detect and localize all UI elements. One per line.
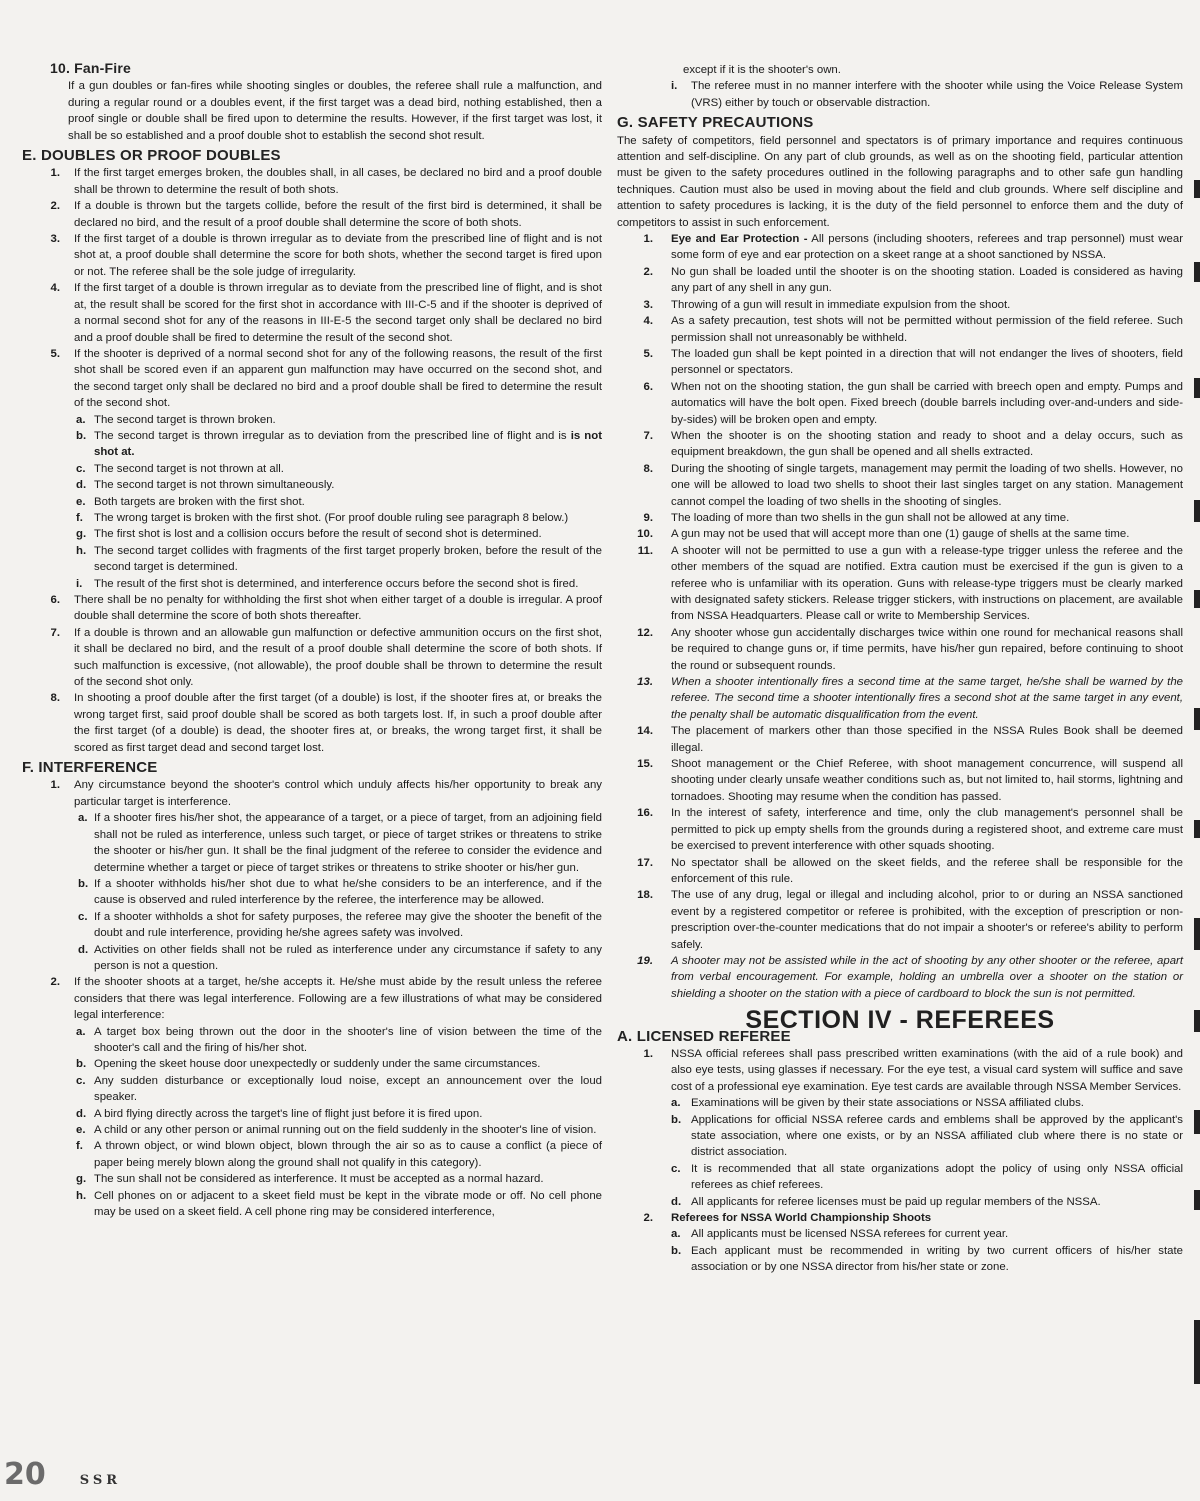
edge-mark — [1194, 1110, 1200, 1134]
g-item-1: 1. Eye and Ear Protection - All persons (including shooters, referees and trap personnel) must wear some form of eye and ear protection on a skeet range at a shoot sanctioned by NSSA. — [643, 233, 1183, 262]
licensed-referee-heading: A. LICENSED REFEREE — [617, 1027, 791, 1045]
sub-list-item: g. The first shot is lost and a collision occurs before the result of second shot is determined. — [76, 528, 542, 541]
list-item: 16. In the interest of safety, interference and time, only the club management's personnel shall be permitted to pick up empty shells from the grounds during a registered shoot, and extreme care must be exercised to prevent interference with other squads shooting. — [637, 807, 1183, 853]
sub-list-item: c. The second target is not thrown at all. — [76, 462, 284, 475]
list-item: 4. As a safety precaution, test shots will not be permitted without permission of the field referee. Such permission shall not unreasonably be withheld. — [643, 315, 1183, 344]
continued-text: except if it is the shooter's own. — [683, 64, 841, 76]
sub-list-item: h. The second target collides with fragments of the first target properly broken, before the result of the second target is determined. — [76, 544, 602, 574]
list-item: 18. The use of any drug, legal or illegal and including alcohol, prior to or during an NSSA sanctioned event by a registered competitor or referee is prohibited, with the exception of prescription or non-prescription over-the-counter medications that do not impair a shooter's or referee's ability to perform safely. — [637, 889, 1183, 951]
sub-list-item: a. If a shooter fires his/her shot, the appearance of a target, or a piece of target, from an adjoining field shall not be ruled as interference, unless such target, or piece of target strikes or threatens to strike the shooter or his/her gun. It shall be the final judgment of the referee to consider the evidence and determine whether a target or piece of target strikes or threatens to strike shooter or his/her gun. — [78, 812, 602, 874]
f-sub-i: i. The referee must in no manner interfere with the shooter while using the Voice Release System (VRS) either by touch or observable distraction. — [671, 80, 1183, 109]
sub-list-item: b. Each applicant must be recommended in writing by two current officers of his/her state association or by one NSSA director from his/her state or zone. — [671, 1244, 1183, 1274]
sub-list-item: h. Cell phones on or adjacent to a skeet field must be kept in the vibrate mode or off. No cell phone may be used on a skeet field. A cell phone ring may be considered interference, — [76, 1189, 602, 1219]
a-item-1: 1. NSSA official referees shall pass prescribed written examinations (with the aid of a rule book) and also eye tests, using glasses if necessary. For the eye test, a visual card system will suffice and save cost of a professional eye examination. Eye test cards are available through NSSA Member Services. — [643, 1047, 1183, 1093]
sub-list-item: e. A child or any other person or animal running out on the field suddenly in the shooter's line of vision. — [76, 1124, 597, 1136]
section-e-item5-subs — [22, 412, 602, 592]
list-item: 2. If a double is thrown but the targets collide, before the result of the first bird is determined, it shall be declared no bird, and the result of a proof double shall determine the score of both shots. — [50, 200, 602, 229]
sub-list-item: a. A target box being thrown out the door in the shooter's line of vision between the time of the shooter's call and the firing of his/her shot. — [76, 1025, 602, 1054]
sub-list-item: d. A bird flying directly across the target's line of flight just before it is fired upon. — [76, 1107, 483, 1120]
sub-list-item: i. The result of the first shot is determined, and interference occurs before the second shot is fired. — [76, 577, 579, 590]
section-iv-title: SECTION IV - REFEREES — [745, 1006, 1055, 1035]
edge-mark — [1194, 918, 1200, 950]
edge-mark — [1194, 500, 1200, 522]
publication-mark: SSR — [79, 1473, 122, 1488]
list-item: 19. A shooter may not be assisted while in the act of shooting by any other shooter or the referee, apart from verbal encouragement. For example, holding an umbrella over a shooter on the station or shielding a shooter on the station with a piece of cardboard to block the sun is not permitted. — [637, 954, 1183, 1000]
list-item: 15. Shoot management or the Chief Referee, with shoot management concurrence, will suspend all shooting under clearly unsafe weather conditions such as, but not limited to, hail storms, lightning and tornadoes. Shooting may resume when the condition has passed. — [637, 758, 1183, 803]
list-item: 2. No gun shall be loaded until the shooter is on the shooting station. Loaded is considered as having any part of any shell in any gun. — [643, 265, 1183, 295]
a-item-2: 2. Referees for NSSA World Championship Shoots — [643, 1212, 932, 1225]
sub-list-item: d. The second target is not thrown simultaneously. — [76, 479, 335, 492]
list-item: 1. If the first target emerges broken, the doubles shall, in all cases, be declared no bird and a proof double shall be thrown to determine the result of both shots. — [50, 167, 602, 196]
page-number: 20 — [4, 1457, 46, 1492]
sub-list-item: f. A thrown object, or wind blown object, blown through the air so as to cause a conflict (a piece of paper being merely blown along the ground shall not qualify in this category). — [76, 1140, 602, 1169]
list-item: 9. The loading of more than two shells in the gun shall not be allowed at any time. — [643, 511, 1070, 524]
sub-list-item: d. Activities on other fields shall not be ruled as interference under any circumstance if safety to any person is not a question. — [78, 943, 602, 972]
sub-list-item: a. The second target is thrown broken. — [76, 413, 276, 426]
sub-list-item: g. The sun shall not be considered as interference. It must be accepted as a normal hazard. — [76, 1173, 544, 1186]
edge-mark — [1194, 820, 1200, 838]
list-item: 11. A shooter will not be permitted to use a gun with a release-type trigger unless the referee and the other members of the squad are notified. Extra caution must be exercised if the gun is given to a referee who is unfamiliar with its operation. Guns with release-type triggers must be clearly marked with designated safety stickers. Release trigger stickers, with instructions on placement, are available from NSSA Headquarters. Please call or write to Membership Services. — [637, 544, 1183, 623]
edge-mark — [1194, 262, 1200, 282]
fanfire-text: If a gun doubles or fan-fires while shooting singles or doubles, the referee shall rule a malfunction, and during a regular round or a doubles event, if the first target was a dead bird, nothing established, then a proof single or double shall be fired upon to determine the results. However, if the first target was lost, it shall be so established and a proof double shot to establish the second shot result. — [68, 80, 602, 142]
list-item: 17. No spectator shall be allowed on the skeet fields, and the referee shall be responsible for the enforcement of this rule. — [637, 856, 1183, 885]
g-intro: The safety of competitors, field personnel and spectators is of primary importance and requires continuous attention and self-discipline. On any part of club grounds, as well as on the shooting field, particular attention must be given to the safety procedures outlined in the following paragraphs and to other safe gun handling techniques. Caution must also be used in moving about the field and club grounds. Where self discipline and attention to safety procedures is lacking, it is the duty of the field personnel to enforce them and the duty of competitors to assist in such enforcement. — [617, 134, 1183, 229]
right-column — [617, 62, 1183, 1276]
sub-list-item: c. Any sudden disturbance or exceptionally loud noise, except an announcement over the loud speaker. — [76, 1074, 602, 1104]
sub-list-item: f. The wrong target is broken with the first shot. (For proof double ruling see paragraph 8 below.) — [76, 511, 569, 524]
section-f-heading: F. INTERFERENCE — [22, 759, 158, 777]
list-item: 13. When a shooter intentionally fires a second time at the same target, he/she shall be warned by the referee. The second time a shooter intentionally fires a second shot at the same target in any event, the penalty shall be automatic disqualification from the event. — [637, 676, 1183, 721]
section-e-items-cont — [22, 592, 602, 756]
list-item: 6. There shall be no penalty for withholding the first shot when either target of a double is irregular. A proof double shall determine the score of both shots thereafter. — [50, 594, 602, 623]
edge-mark — [1194, 1190, 1200, 1210]
section-e-items — [22, 165, 602, 411]
list-item: 7. When the shooter is on the shooting station and ready to shoot and a delay occurs, such as equipment breakdown, the gun shall be opened and all shells extracted. — [643, 429, 1183, 459]
list-item: 5. If the shooter is deprived of a normal second shot for any of the following reasons, the result of the first shot shall be scored even if an apparent gun malfunction may have occurred on the second shot, and the second target only shall be declared no bird and a proof double shall be fired to determine the result of the second shot. — [50, 347, 602, 410]
sub-list-item: b. If a shooter withholds his/her shot due to what he/she considers to be an interference, and if the cause is observed and ruled interference by the referee, the interference may be allowed. — [78, 877, 602, 907]
sub-list-item: c. If a shooter withholds a shot for safety purposes, the referee may give the shooter the benefit of the doubt and rule interference, providing he/she agrees safety was involved. — [78, 910, 602, 940]
left-column — [22, 60, 602, 1220]
list-item: 14. The placement of markers other than those specified in the NSSA Rules Book shall be deemed illegal. — [637, 725, 1183, 754]
sub-list-item: b. Opening the skeet house door unexpectedly or suddenly under the same circumstances. — [76, 1058, 541, 1071]
section-g-heading: G. SAFETY PRECAUTIONS — [617, 114, 814, 132]
list-item: 6. When not on the shooting station, the gun shall be carried with breech open and empty. Pumps and automatics will have the bolt open. Fixed breech (double barrels including over-and-unders and side-by-sides) will be broken open and empty. — [643, 380, 1183, 426]
f-item1-subs — [22, 810, 602, 974]
list-item: 10. A gun may not be used that will accept more than one (1) gauge of shells at the same time. — [637, 528, 1130, 541]
edge-mark — [1194, 590, 1200, 608]
sub-list-item: c. It is recommended that all state organizations adopt the policy of using only NSSA official referees as chief referees. — [671, 1162, 1183, 1192]
list-item: 8. During the shooting of single targets, management may permit the loading of two shells. However, no one will be allowed to load two shells to shoot their last singles target on any station. Management cannot compel the loading of two shells in the shooting of singles. — [643, 462, 1183, 508]
edge-mark — [1194, 1320, 1200, 1384]
a-item2-subs — [617, 1226, 1183, 1275]
edge-mark — [1194, 378, 1200, 398]
sub-list-item: b. The second target is thrown irregular as to deviation from the prescribed line of flight and is is not shot at. — [76, 429, 602, 459]
edge-mark — [1194, 180, 1200, 198]
fanfire-heading: 10. Fan-Fire — [50, 60, 131, 76]
sub-list-item: a. Examinations will be given by their state associations or NSSA affiliated clubs. — [671, 1097, 1084, 1110]
f-item-1: 1. Any circumstance beyond the shooter's control which unduly affects his/her opportunity to break any particular target is interference. — [50, 779, 602, 808]
list-item: 3. Throwing of a gun will result in immediate expulsion from the shoot. — [643, 298, 1011, 311]
list-item: 12. Any shooter whose gun accidentally discharges twice within one round for mechanical reasons shall be required to change guns or, if time permits, have his/her gun repaired, before continuing to shoot the round or subsequent rounds. — [637, 626, 1183, 672]
list-item: 7. If a double is thrown and an allowable gun malfunction or defective ammunition occurs on the first shot, it shall be declared no bird, and the result of a proof double shall determine the score of both shots. If such malfunction is excessive, (not allowable), the proof double shall be thrown to determine the result of the second shot only. — [50, 626, 602, 689]
sub-list-item: d. All applicants for referee licenses must be paid up regular members of the NSSA. — [671, 1195, 1101, 1208]
sub-list-item: e. Both targets are broken with the first shot. — [76, 495, 305, 508]
page-footer — [4, 1457, 121, 1492]
sub-list-item: a. All applicants must be licensed NSSA referees for current year. — [671, 1228, 1009, 1241]
a-item1-subs — [617, 1095, 1183, 1210]
section-e-heading: E. DOUBLES OR PROOF DOUBLES — [22, 147, 281, 165]
f-item-2: 2. If the shooter shoots at a target, he/she accepts it. He/she must abide by the result unless the referee considers that there was legal interference. Following are a few illustrations of what may be considered legal interference: — [50, 976, 602, 1022]
f-item2-subs — [22, 1024, 602, 1221]
edge-mark — [1194, 1010, 1200, 1032]
edge-mark — [1194, 708, 1200, 730]
g-items — [617, 264, 1183, 1002]
list-item: 4. If the first target of a double is thrown irregular as to deviate from the prescribed line of flight, and is shot at, the result shall be scored for the first shot in accordance with III-C-5 and if the shooter is deprived of a normal second shot for any of the reasons in III-E-5 the second target only shall be declared no bird and a proof double shall be fired to determine the result of the second shot. — [50, 282, 602, 344]
list-item: 3. If the first target of a double is thrown irregular as to deviate from the prescribed line of flight and is not shot at, a proof double shall determine the score for both shots, whether the second target is fired upon or not. The referee shall be the sole judge of irregularity. — [50, 233, 602, 278]
list-item: 8. In shooting a proof double after the first target (of a double) is lost, if the shooter fires at, or breaks the wrong target first, said proof double shall be scored as both targets lost. If, in such a proof double after the first target (of a double) is dead, the shooter fires at, or breaks, the wrong target first, it shall be scored as first target dead and second target lost. — [50, 692, 602, 754]
list-item: 5. The loaded gun shall be kept pointed in a direction that will not endanger the lives of shooters, field personnel or spectators. — [643, 347, 1183, 377]
sub-list-item: b. Applications for official NSSA referee cards and emblems shall be approved by the applicant's state association, where one exists, or by an NSSA affiliated club where there is no state or district association. — [671, 1113, 1183, 1159]
